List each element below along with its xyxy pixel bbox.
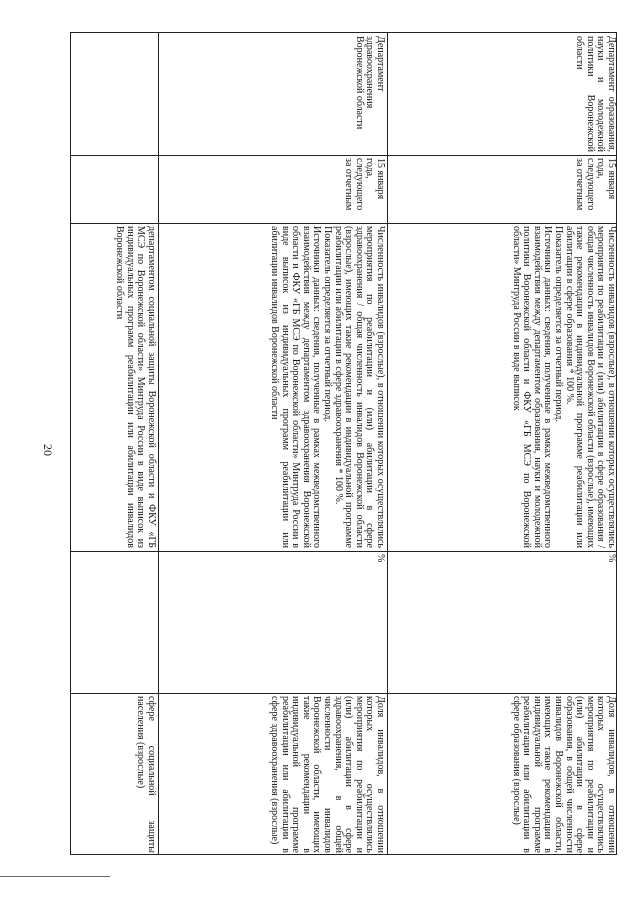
footnote-rule (0, 876, 110, 877)
deadline-cell: 15 января года, следующего за отчетным (343, 158, 386, 211)
method-cell: департаментом социальной защиты Воронежской области и ФКУ «ГБ МСЭ по Воронежской области» Минтруда России в виде выписок из индивидуальных программ реабилитации или абилитации инвалидов Воронежской области (114, 226, 157, 548)
responsible-cell: Департамент здравоохранения Воронежской области (353, 36, 386, 130)
unit-cell: % (375, 554, 386, 563)
page-number: 20 (41, 444, 55, 456)
method-cell: Численность инвалидов (взрослые), в отношении которых осуществлялись мероприятия по реабилитации и (или) абилитации в сфере здравоохранения / общая численность инвалидов Воронежской области (взрослые), имеющих такие рекомендации в индивидуальной программе реабилитации или абилитации в сфере здравоохранения * 100 %. Показатель определяется за отчетный период. Источники данных: сведения, полученные в рамках межведомственного взаимодействия между департаментом здравоохранения Воронежской области и ФКУ «ГБ МСЭ по Воронежской области» Минтруда России в виде выписок из индивидуальных программ реабилитации или абилитации инвалидов Воронежской области (269, 226, 386, 548)
method-cell: Численность инвалидов (взрослые), в отношении которых осуществлялись мероприятия по реабилитации и (или) абилитации в сфере образования / общая численность инвалидов Воронежской области (взрослые), имеющих такие рекомендации в индивидуальной программе реабилитации или абилитации в сфере образования * 100 %. Показатель определяется за отчетный период. Источники данных: сведения, полученные в рамках межведомственного взаимодействия между департаментом образования, науки и молодежной политики Воронежской области и ФКУ «ГБ МСЭ по Воронежской области» Минтруда России в виде выписок (510, 226, 617, 548)
responsible-cell: Департамент образования, науки и молодежной политики Воронежской области (574, 36, 617, 152)
deadline-cell: 15 января года, следующего за отчетным (574, 158, 617, 211)
indicator-cell: Доля инвалидов, в отношении которых осуществлялись мероприятия по реабилитации и (или) абилитации в сфере образования, в общей численности инвалидов Воронежской области, имеющих такие рекомендации в индивидуальной программе реабилитации или абилитации в сфере образования (взрослые) (510, 696, 617, 853)
indicators-table (70, 32, 617, 855)
unit-cell: % (606, 554, 617, 563)
indicator-cell: сфере социальной защиты населения (взрослые) (135, 696, 157, 853)
indicator-cell: Доля инвалидов, в отношении которых осуществлялись мероприятия по реабилитации и (или) абилитации в сфере здравоохранения, в общей численности инвалидов Воронежской области, имеющих такие рекомендации в индивидуальной программе реабилитации или абилитации в сфере здравоохранения (взрослые) (269, 696, 386, 853)
